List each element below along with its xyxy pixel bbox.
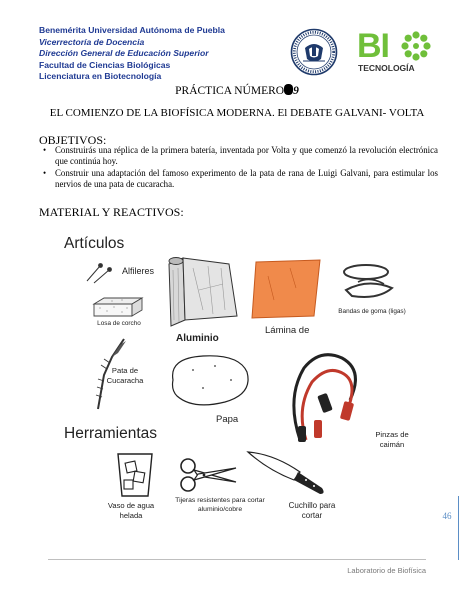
pinzas-label (362, 430, 422, 450)
losa-label: Losa de corcho (97, 320, 141, 327)
footer-divider (48, 559, 426, 560)
objetivos-list (43, 145, 438, 191)
page-number-divider (458, 496, 459, 560)
logo-bio-text: BI (357, 27, 389, 65)
practica-num: 9 (293, 85, 299, 97)
bullet-icon: • (43, 145, 47, 155)
pinzas-line1: Pinzas de (375, 430, 409, 439)
tijeras-label (165, 497, 275, 514)
cork-slab-icon (92, 296, 144, 318)
practice-title: EL COMIENZO DE LA BIOFÍSICA MODERNA. El DEBATE GALVANI- VOLTA (49, 107, 425, 119)
practica-label: PRÁCTICA NÚMERO (175, 85, 285, 97)
knife-icon (244, 448, 328, 498)
list-item (43, 145, 438, 168)
flower-icon (401, 31, 431, 61)
pata-line1: Pata de (111, 366, 139, 375)
material-heading: MATERIAL Y REACTIVOS: (39, 205, 184, 219)
alligator-clips-icon (284, 348, 370, 444)
copper-sheet-icon (250, 258, 324, 320)
lamina-label: Lámina de (265, 325, 310, 336)
tijeras-line1: Tijeras resistentes para cortar (175, 497, 265, 504)
cuchillo-line2: cortar (301, 511, 323, 520)
cuchillo-line1: Cuchillo para (288, 501, 336, 510)
institution-header (39, 25, 225, 83)
university-name: Benemérita Universidad Autónoma de Puebla (39, 25, 225, 35)
articulos-heading: Artículos (64, 235, 125, 252)
logo-sub-text: TECNOLOGÍA (358, 63, 415, 73)
university-seal-logo (290, 28, 338, 76)
aluminio-label: Aluminio (176, 333, 219, 344)
vaso-line2: helada (119, 511, 143, 520)
potato-icon (163, 350, 253, 410)
bandas-label: Bandas de goma (ligas) (338, 308, 406, 315)
bullet-icon: • (43, 167, 47, 178)
practica-number-heading (0, 84, 474, 97)
pata-label (100, 366, 150, 386)
ice-water-glass-icon (114, 450, 156, 498)
alfileres-label: Alfileres (122, 266, 155, 276)
licenciatura: Licenciatura en Biotecnología (39, 71, 162, 82)
vaso-label (96, 501, 166, 521)
aluminum-foil-icon (163, 250, 243, 330)
objetivo-text: Construir una adaptación del famoso experimento de la pata de rana de Luigi Galvani, para estimular los nervios de una pata de cucaracha. (55, 167, 438, 190)
objetivos-heading: OBJETIVOS: (39, 133, 107, 147)
scissors-icon (178, 456, 238, 494)
redaction-mark (284, 84, 293, 95)
direccion: Dirección General de Educación Superior (39, 48, 209, 59)
tijeras-line2: aluminio/cobre (197, 505, 243, 513)
herramientas-heading: Herramientas (64, 425, 158, 442)
cuchillo-label (280, 501, 344, 521)
pata-line2: Cucaracha (106, 376, 144, 385)
pins-icon (84, 262, 114, 284)
footer-lab-name: Laboratorio de Biofísica (347, 566, 426, 575)
facultad: Facultad de Ciencias Biológicas (39, 59, 171, 70)
papa-label: Papa (216, 414, 239, 425)
biotecnologia-logo (355, 27, 435, 80)
vaso-line1: Vaso de agua (107, 501, 155, 510)
objetivo-text: Construirás una réplica de la primera batería, inventada por Volta y que comenzó la revolución electrónica que continúa hoy. (55, 145, 438, 167)
rubber-bands-icon (338, 260, 400, 304)
vicerrectoria: Vicerrectoría de Docencia (39, 36, 145, 47)
pinzas-line2: caimán (379, 440, 405, 449)
list-item (43, 168, 438, 191)
page-number: 46 (442, 511, 452, 521)
